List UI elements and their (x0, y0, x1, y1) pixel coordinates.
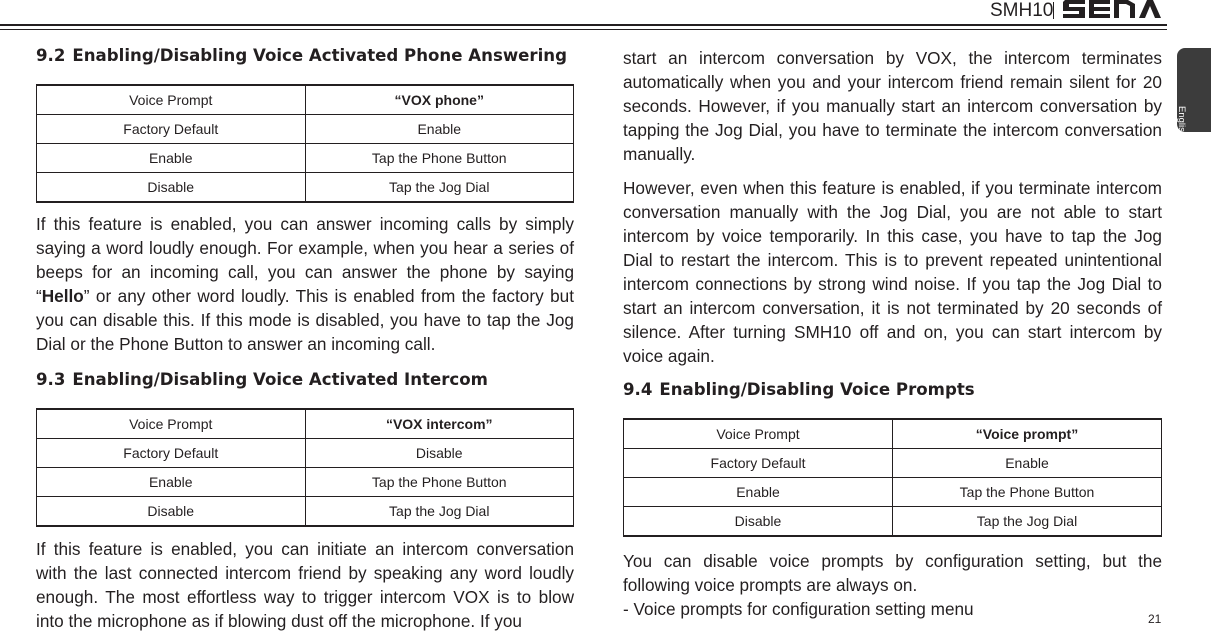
table-cell: Enable (305, 115, 574, 144)
always-on-prompt-item: - Voice prompts for configuration setting menu (623, 599, 974, 619)
header-rule-thin (0, 29, 1167, 30)
table-cell: Voice Prompt (624, 419, 893, 449)
voice-prompt-table (623, 418, 1162, 537)
table-cell: Disable (37, 497, 306, 527)
language-label: English (1176, 106, 1187, 138)
table-cell: Disable (624, 507, 893, 537)
section-title: Enabling/Disabling Voice Activated Intercom (72, 370, 488, 389)
table-row (37, 85, 574, 115)
table-cell: Tap the Phone Button (893, 478, 1162, 507)
vox-intercom-description: If this feature is enabled, you can initiate an intercom conversation with the last connected intercom friend by speaking any word loudly enough. The most effortless way to trigger intercom VOX is to blow into the microphone as if blowing dust off the microphone. If you (36, 539, 574, 631)
section-9-3-heading (36, 366, 574, 394)
section-number: 9.3 (36, 370, 66, 389)
table-cell: Voice Prompt (37, 85, 306, 115)
table-row (37, 468, 574, 497)
table-cell: Factory Default (624, 449, 893, 478)
header-separator (1053, 2, 1054, 19)
table-cell: Tap the Jog Dial (305, 173, 574, 203)
right-column (623, 42, 1162, 621)
section-title: Enabling/Disabling Voice Prompts (659, 380, 975, 399)
table-row (624, 449, 1162, 478)
table-cell: Disable (37, 173, 306, 203)
vox-intercom-table (36, 408, 574, 527)
table-row (624, 478, 1162, 507)
vox-phone-description (36, 212, 574, 356)
section-title: Enabling/Disabling Voice Activated Phone Answering (72, 46, 567, 65)
text-run: If this feature is enabled, you can answer incoming calls by simply saying a word loudly enough. For example, when you hear a series of beeps for an incoming call, you can answer the phone by saying “ (36, 214, 574, 306)
text-run: ” or any other word loudly. This is enabled from the factory but you can disable this. If this mode is disabled, you have to tap the Jog Dial or the Phone Button to answer an incoming call. (36, 286, 574, 354)
table-cell: “VOX phone” (305, 85, 574, 115)
table-cell: Enable (37, 468, 306, 497)
intercom-vox-continued: start an intercom conversation by VOX, the intercom terminates automatically when you and your intercom friend remain silent for 20 seconds. However, if you manually start an intercom conversation by tapping the Jog Dial, you have to terminate the intercom conversation manually. (623, 48, 1162, 164)
table-row (37, 115, 574, 144)
section-number: 9.4 (623, 380, 653, 399)
model-name: SMH10 (990, 0, 1054, 21)
bold-word: Hello (41, 286, 84, 306)
voice-prompt-description: You can disable voice prompts by configuration setting, but the following voice prompts are always on. (623, 551, 1162, 595)
table-cell: Enable (37, 144, 306, 173)
table-cell: Tap the Jog Dial (893, 507, 1162, 537)
left-column (36, 42, 574, 633)
section-number: 9.2 (36, 46, 66, 65)
table-row (37, 144, 574, 173)
section-9-2-heading (36, 42, 574, 70)
table-cell: “VOX intercom” (305, 409, 574, 439)
table-cell: Enable (893, 449, 1162, 478)
table-cell: Factory Default (37, 115, 306, 144)
table-cell: Tap the Phone Button (305, 468, 574, 497)
vox-phone-table (36, 84, 574, 203)
sena-logo (1063, 0, 1161, 18)
section-9-4-heading (623, 376, 1162, 404)
table-cell: Tap the Jog Dial (305, 497, 574, 527)
table-cell: Factory Default (37, 439, 306, 468)
table-row (624, 419, 1162, 449)
table-cell: Disable (305, 439, 574, 468)
table-cell: “Voice prompt” (893, 419, 1162, 449)
language-side-tab (1176, 48, 1211, 138)
intercom-vox-note: However, even when this feature is enabled, if you terminate intercom conversation manually with the Jog Dial, you are not able to start intercom by voice temporarily. In this case, you have to tap the Jog Dial to restart the intercom. This is to prevent repeated unintentional intercom connections by strong wind noise. If you tap the Jog Dial to start an intercom conversation, it is not terminated by 20 seconds of silence. After turning SMH10 off and on, you can start intercom by voice again. (623, 178, 1162, 366)
table-cell: Enable (624, 478, 893, 507)
table-cell: Tap the Phone Button (305, 144, 574, 173)
table-row (624, 507, 1162, 537)
table-row (37, 497, 574, 527)
table-cell: Voice Prompt (37, 409, 306, 439)
page-number: 21 (1148, 612, 1162, 626)
table-row (37, 409, 574, 439)
table-row (37, 439, 574, 468)
header-rule (0, 24, 1167, 26)
table-row (37, 173, 574, 203)
